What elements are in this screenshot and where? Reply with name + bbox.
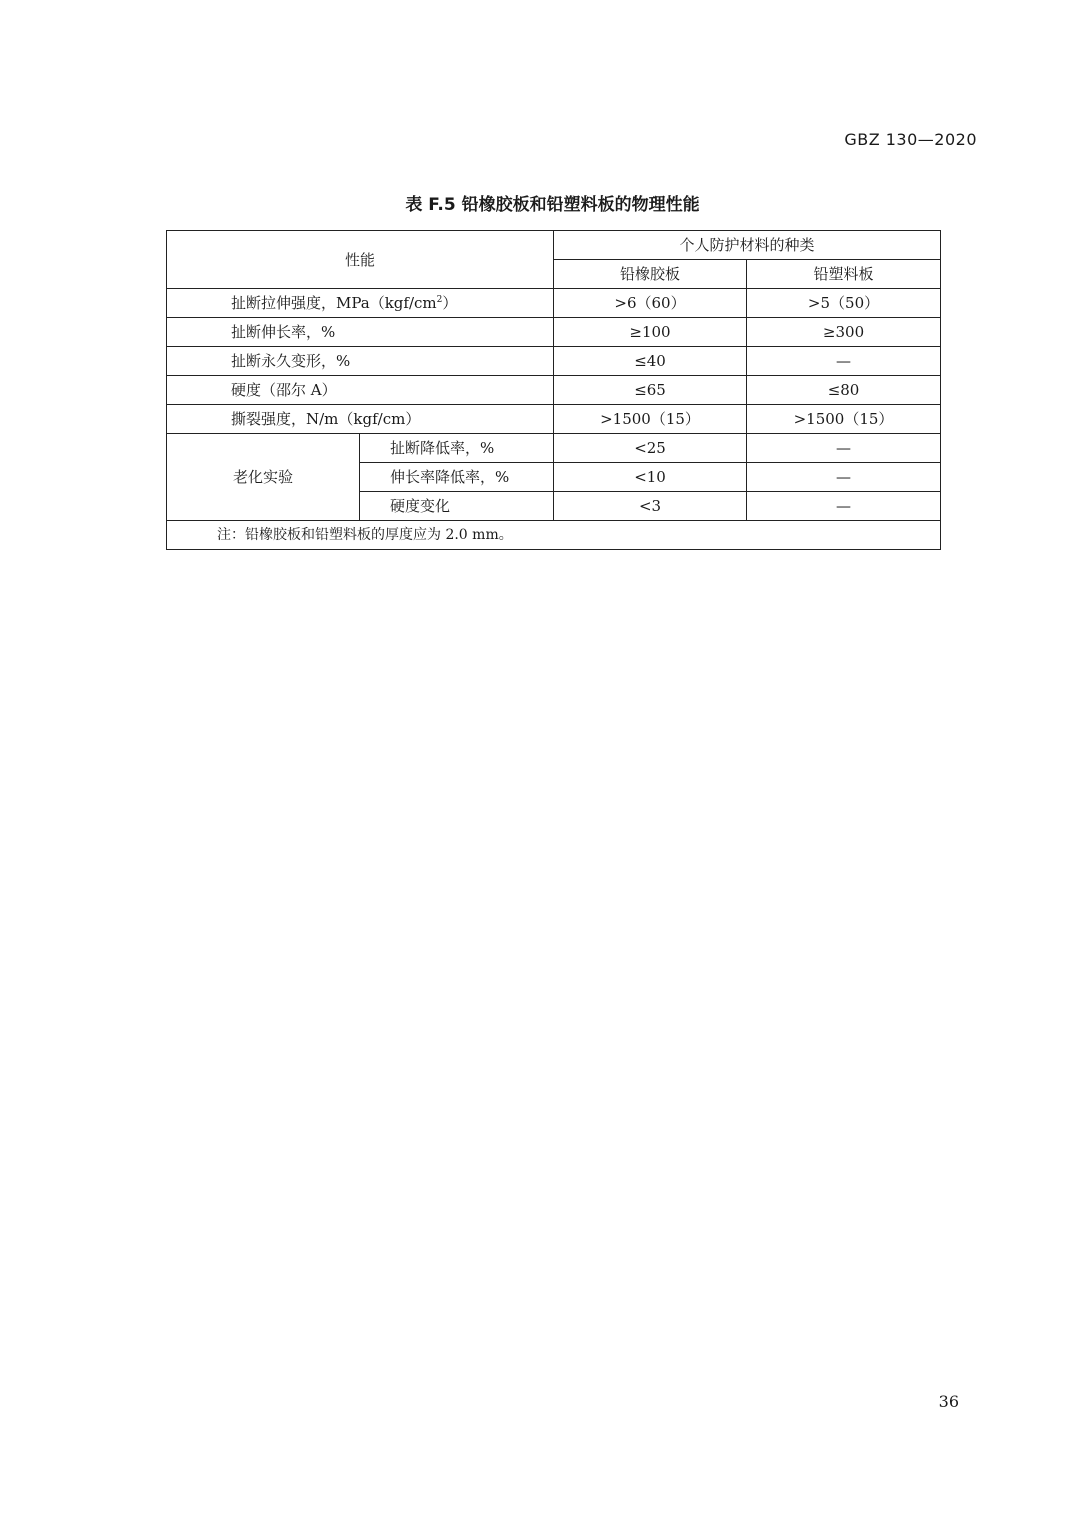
row-label: 硬度变化 bbox=[360, 492, 554, 521]
cell-lead-plastic: ≤80 bbox=[747, 376, 941, 405]
cell-lead-rubber: >1500（15） bbox=[554, 405, 747, 434]
cell-lead-plastic: >1500（15） bbox=[747, 405, 941, 434]
header-lead-rubber: 铅橡胶板 bbox=[554, 260, 747, 289]
table-row bbox=[167, 318, 941, 347]
row-label: 扯断永久变形，% bbox=[167, 347, 554, 376]
cell-lead-rubber: ≤65 bbox=[554, 376, 747, 405]
table-title: 表 F.5 铅橡胶板和铅塑料板的物理性能 bbox=[405, 195, 700, 215]
cell-lead-rubber: <25 bbox=[554, 434, 747, 463]
cell-lead-rubber: ≤40 bbox=[554, 347, 747, 376]
cell-lead-plastic: — bbox=[747, 347, 941, 376]
cell-lead-rubber: >6（60） bbox=[554, 289, 747, 318]
aging-test-label: 老化实验 bbox=[167, 434, 360, 521]
cell-lead-plastic: — bbox=[747, 463, 941, 492]
row-label: 扯断拉伸强度，$MPa(kgf/cm^2)$ bbox=[167, 289, 554, 318]
properties-table bbox=[166, 230, 941, 550]
cell-lead-rubber: <3 bbox=[554, 492, 747, 521]
row-label: 撕裂强度，N/m（kgf/cm） bbox=[167, 405, 554, 434]
cell-lead-rubber: <10 bbox=[554, 463, 747, 492]
header-material-group: 个人防护材料的种类 bbox=[554, 231, 941, 260]
row-label: 扯断降低率，% bbox=[360, 434, 554, 463]
header-property: 性能 bbox=[167, 231, 554, 289]
table-row bbox=[167, 434, 941, 463]
table-note-row bbox=[167, 521, 941, 550]
table-row bbox=[167, 347, 941, 376]
cell-lead-plastic: >5（50） bbox=[747, 289, 941, 318]
cell-lead-rubber: ≥100 bbox=[554, 318, 747, 347]
cell-lead-plastic: — bbox=[747, 492, 941, 521]
table-header-row bbox=[167, 231, 941, 260]
header-lead-plastic: 铅塑料板 bbox=[747, 260, 941, 289]
row-label: 硬度（邵尔 A） bbox=[167, 376, 554, 405]
table-note: 注：铅橡胶板和铅塑料板的厚度应为 2.0 mm。 bbox=[167, 521, 941, 550]
cell-lead-plastic: — bbox=[747, 434, 941, 463]
table-row bbox=[167, 289, 941, 318]
row-label: 伸长率降低率，% bbox=[360, 463, 554, 492]
page-number: 36 bbox=[938, 1392, 959, 1411]
table-row bbox=[167, 376, 941, 405]
row-label: 扯断伸长率，% bbox=[167, 318, 554, 347]
cell-lead-plastic: ≥300 bbox=[747, 318, 941, 347]
standard-code: GBZ 130—2020 bbox=[844, 130, 977, 149]
table-row bbox=[167, 405, 941, 434]
